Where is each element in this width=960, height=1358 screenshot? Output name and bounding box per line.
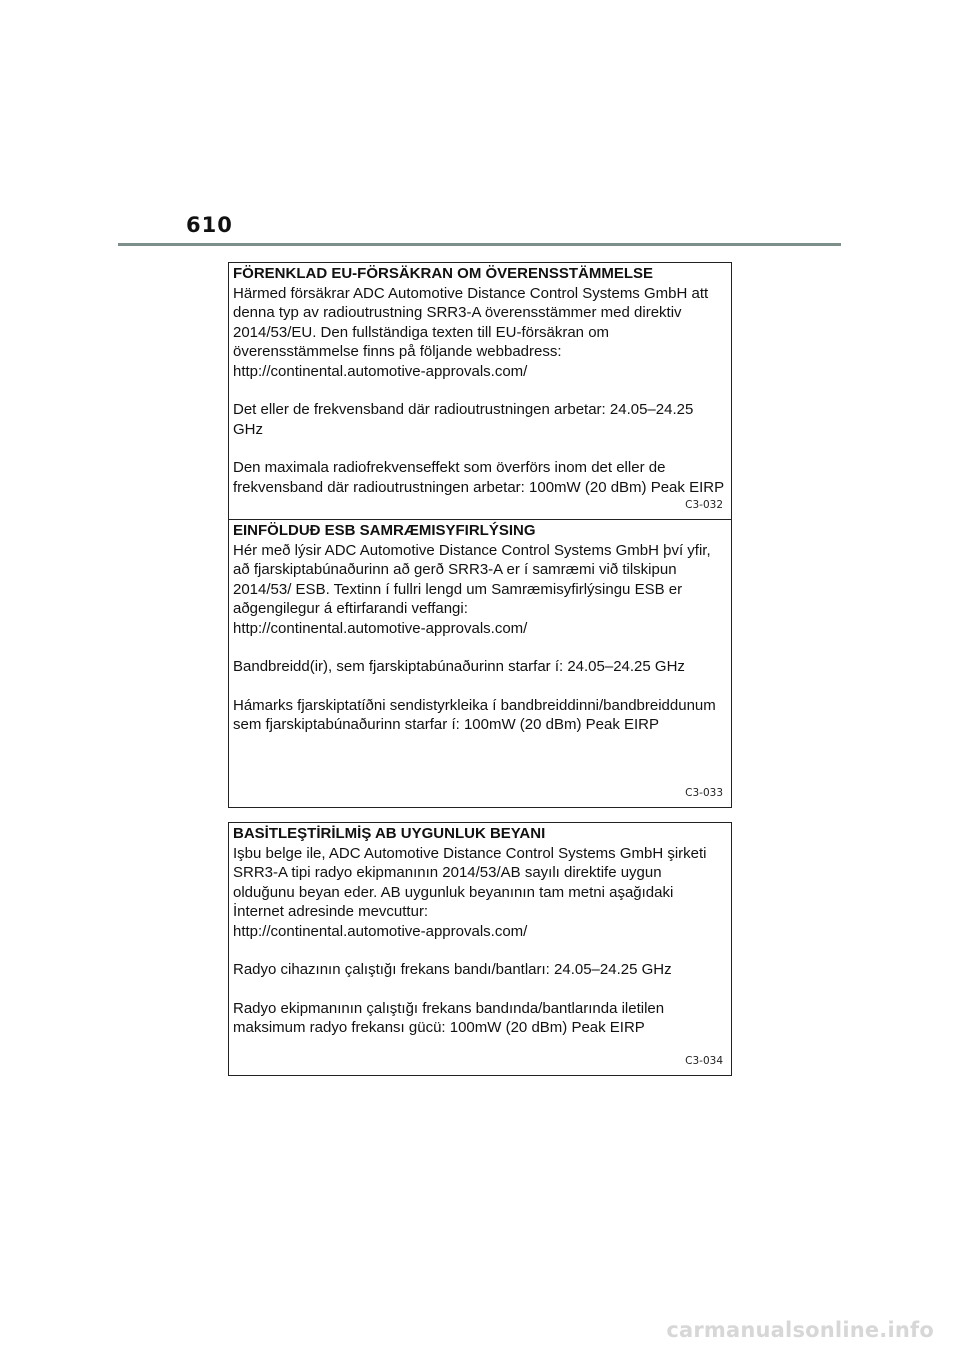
max-power-text: Den maximala radiofrekvenseffekt som överförs inom det eller de frekvensband där radioutrustningen arbetar: 100mW (20 dBm) Peak EIRP xyxy=(233,459,725,496)
section-code: C3-032 xyxy=(685,498,723,511)
section-code: C3-033 xyxy=(685,786,723,799)
declaration-intro: Härmed försäkrar ADC Automotive Distance Control Systems GmbH att denna typ av radioutrustning SRR3-A överensstämmer med direktiv 2014/53/EU. Den fullständiga texten till EU-försäkran om överensstämmelse finns på följande webbadress: xyxy=(233,284,709,360)
section-code: C3-034 xyxy=(685,1054,723,1067)
frequency-band-text: Det eller de frekvensband där radioutrustningen arbetar: 24.05–24.25 GHz xyxy=(233,401,694,438)
frequency-band-text: Bandbreidd(ir), sem fjarskiptabúnaðurinn starfar í: 24.05–24.25 GHz xyxy=(233,658,685,675)
declaration-box-icelandic xyxy=(228,520,732,808)
declaration-intro: Işbu belge ile, ADC Automotive Distance Control Systems GmbH şirketi SRR3-A tipi radyo ekipmanının 2014/53/AB sayılı direktife uygun olduğunu beyan eder. AB uygunluk beyanının tam metni aşağıdaki İnternet adresinde mevcuttur: xyxy=(233,844,707,920)
declarations-stack xyxy=(228,262,732,1076)
declaration-title: EINFÖLDUÐ ESB SAMRÆMISYFIRLÝSING xyxy=(233,522,536,539)
max-power-text: Radyo ekipmanının çalıştığı frekans bandında/bantlarında iletilen maksimum radyo frekansı gücü: 100mW (20 dBm) Peak EIRP xyxy=(233,999,665,1036)
header-rule xyxy=(118,243,841,246)
declaration-title: FÖRENKLAD EU-FÖRSÄKRAN OM ÖVERENSSTÄMMELSE xyxy=(233,265,654,282)
page-number: 610 xyxy=(186,213,233,237)
declaration-box-swedish xyxy=(228,262,732,520)
declaration-title: BASİTLEŞTİRİLMİŞ AB UYGUNLUK BEYANI xyxy=(233,825,546,842)
declaration-box-turkish xyxy=(228,822,732,1076)
declaration-url: http://continental.automotive-approvals.com/ xyxy=(233,619,528,637)
watermark: carmanualsonline.info xyxy=(666,1318,934,1342)
declaration-intro: Hér með lýsir ADC Automotive Distance Control Systems GmbH því yfir, að fjarskiptabúnaðurinn að gerð SRR3-A er í samræmi við tilskipun 2014/53/ ESB. Textinn í fullri lengd um Samræmisyfirlýsingu ESB er aðgengilegur á eftirfarandi veffangi: xyxy=(233,541,711,617)
max-power-text: Hámarks fjarskiptatíðni sendistyrkleika í bandbreiddinni/bandbreiddunum sem fjarskiptabúnaðurinn starfar í: 100mW (20 dBm) Peak EIRP xyxy=(233,696,716,733)
frequency-band-text: Radyo cihazının çalıştığı frekans bandı/bantları: 24.05–24.25 GHz xyxy=(233,961,672,978)
declaration-url: http://continental.automotive-approvals.com/ xyxy=(233,922,528,940)
declaration-url: http://continental.automotive-approvals.com/ xyxy=(233,362,528,380)
